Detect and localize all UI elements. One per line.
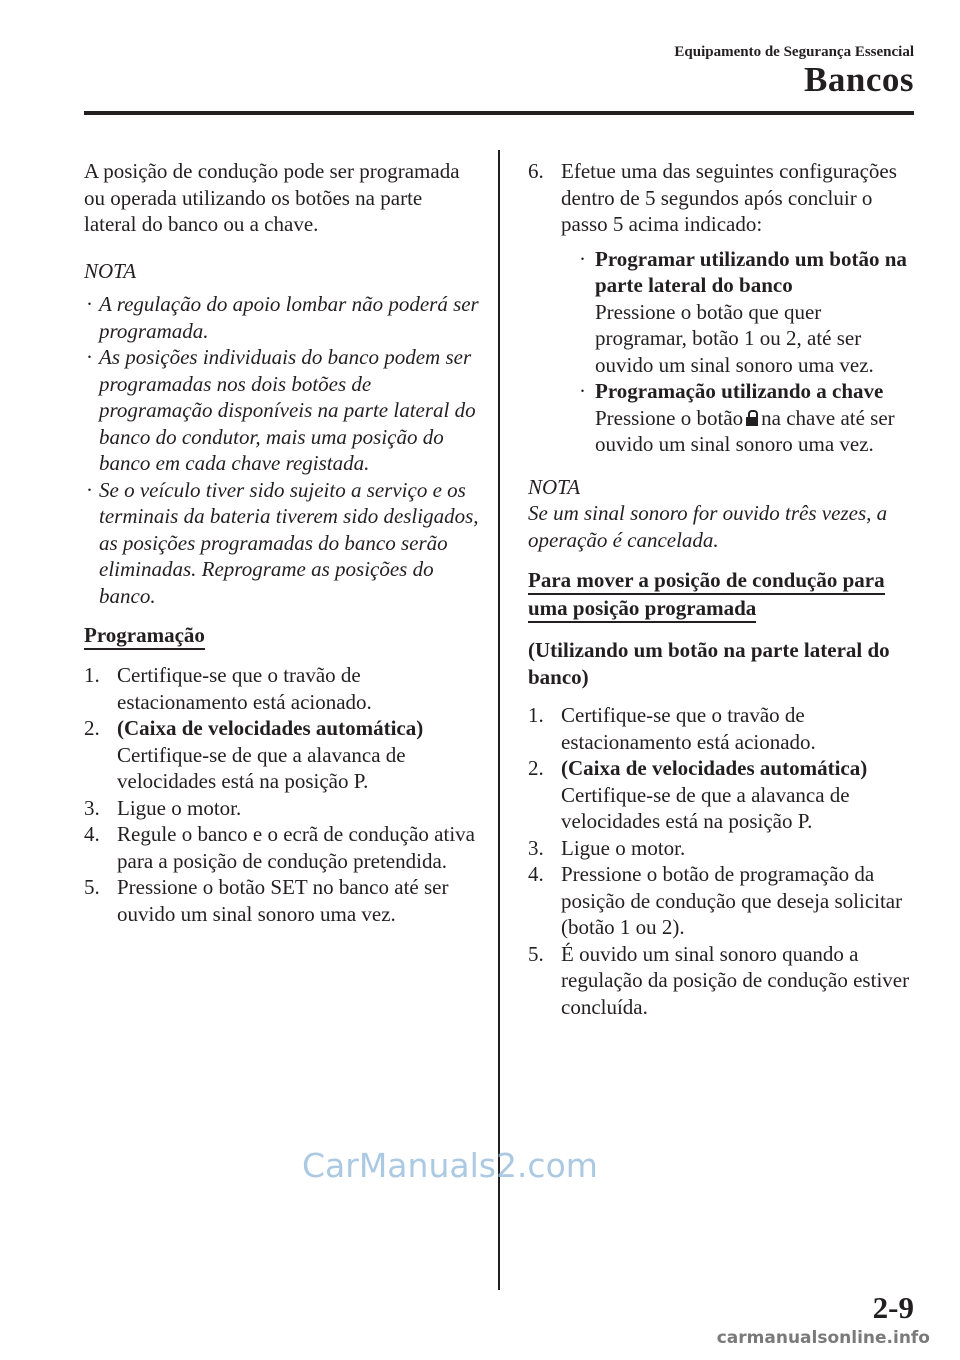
nota-item-text: As posições individuais do banco podem ser programadas nos dois botões de programação disponíveis na parte lateral do banco do condutor, mais uma posição do banco em cada chave registada. — [99, 345, 476, 475]
step-number: 5. — [528, 941, 544, 966]
step-item — [528, 755, 918, 835]
step-item — [528, 861, 918, 941]
option-text: Pressione o botão que quer programar, botão 1 ou 2, até ser ouvido um sinal sonoro uma vez. — [595, 299, 874, 377]
header-section-label: Equipamento de Segurança Essencial — [674, 44, 914, 60]
step-text: Regule o banco e o ecrã de condução ativa para a posição de condução pretendida. — [117, 822, 475, 873]
option-text: na chave até ser ouvido um sinal sonoro uma vez. — [595, 405, 895, 456]
step-text: Certifique-se de que a alavanca de velocidades está na posição P. — [117, 742, 406, 793]
nota-label: NOTA — [528, 474, 581, 499]
step-number: 1. — [528, 703, 544, 727]
step-number: 3. — [84, 795, 100, 820]
bullet-icon: · — [579, 246, 586, 271]
step-item — [84, 821, 479, 874]
section-title-line: Para mover a posição de condução para — [528, 568, 885, 595]
step-number: 2. — [528, 756, 544, 780]
step-item — [528, 158, 918, 458]
step-text: Ligue o motor. — [561, 835, 686, 860]
step-item — [528, 702, 918, 755]
recall-steps — [528, 702, 918, 1020]
nota-item — [84, 477, 479, 610]
step-text: Certifique-se de que a alavanca de velocidades está na posição P. — [561, 782, 850, 833]
step-text: Efetue uma das seguintes configurações dentro de 5 segundos após concluir o passo 5 acima indicado: — [561, 159, 897, 236]
step-heading: (Caixa de velocidades automática) — [561, 756, 868, 780]
step-item — [84, 715, 479, 795]
step-item — [84, 874, 479, 927]
nota-label: NOTA — [84, 258, 137, 283]
nota-item-text: Se o veículo tiver sido sujeito a serviço e os terminais da bateria tiverem sido desligados, as posições programadas do banco serão eliminadas. Reprograme as posições do banco. — [99, 477, 479, 608]
section-title-mover — [528, 567, 918, 623]
bullet-icon: · — [86, 477, 93, 502]
step-heading: (Caixa de velocidades automática) — [117, 716, 424, 740]
bullet-icon: · — [579, 379, 586, 403]
step-number: 4. — [84, 822, 100, 846]
step-text: Pressione o botão de programação da posição de condução que deseja solicitar (botão 1 ou 2). — [561, 862, 903, 939]
step-item — [528, 941, 918, 1021]
step-text: Certifique-se que o travão de estacionamento está acionado. — [117, 663, 372, 714]
watermark: CarManuals2.com — [302, 1146, 598, 1185]
step-item — [84, 662, 479, 715]
nota-list — [84, 291, 479, 609]
step-six-options — [579, 246, 918, 458]
step-number: 1. — [84, 663, 100, 687]
option-text: Pressione o botão — [595, 405, 744, 430]
step-text: Pressione o botão SET no banco até ser ouvido um sinal sonoro uma vez. — [117, 875, 449, 926]
step-number: 4. — [528, 862, 544, 886]
section-title-line: uma posição programada — [528, 596, 756, 623]
step-text: Ligue o motor. — [117, 795, 242, 820]
left-column — [84, 158, 479, 927]
step-text: Certifique-se que o travão de estacionamento está acionado. — [561, 703, 816, 754]
option-item — [579, 378, 918, 458]
step-number: 3. — [528, 835, 544, 860]
bullet-icon: · — [86, 345, 93, 369]
section-title-programacao: Programação — [84, 623, 205, 650]
step-number: 2. — [84, 716, 100, 740]
nota-item — [84, 291, 479, 344]
step-number: 5. — [84, 875, 100, 899]
bullet-icon: · — [86, 292, 93, 316]
subheading: (Utilizando um botão na parte lateral do banco) — [528, 638, 890, 689]
nota-item — [84, 344, 479, 477]
step-number: 6. — [528, 159, 544, 183]
column-divider — [498, 150, 500, 1290]
page-title: Bancos — [804, 60, 914, 99]
step-item — [528, 835, 918, 862]
option-title: Programar utilizando um botão na parte lateral do banco — [595, 246, 907, 297]
header-divider — [84, 111, 914, 115]
right-column — [528, 158, 918, 1020]
footer-watermark: carmanualsonline.info — [716, 1328, 930, 1348]
nota-text: Se um sinal sonoro for ouvido três vezes, a operação é cancelada. — [528, 501, 888, 552]
step-six-list — [528, 158, 918, 458]
option-item — [579, 246, 918, 379]
step-item — [84, 795, 479, 822]
programming-steps — [84, 662, 479, 927]
option-title: Programação utilizando a chave — [595, 379, 884, 403]
page-number: 2-9 — [872, 1290, 914, 1325]
step-text: É ouvido um sinal sonoro quando a regulação da posição de condução estiver concluída. — [561, 941, 910, 1019]
nota-item-text: A regulação do apoio lombar não poderá ser programada. — [99, 292, 479, 343]
lock-icon — [746, 410, 758, 426]
intro-paragraph: A posição de condução pode ser programada ou operada utilizando os botões na parte lateral do banco ou a chave. — [84, 159, 460, 236]
